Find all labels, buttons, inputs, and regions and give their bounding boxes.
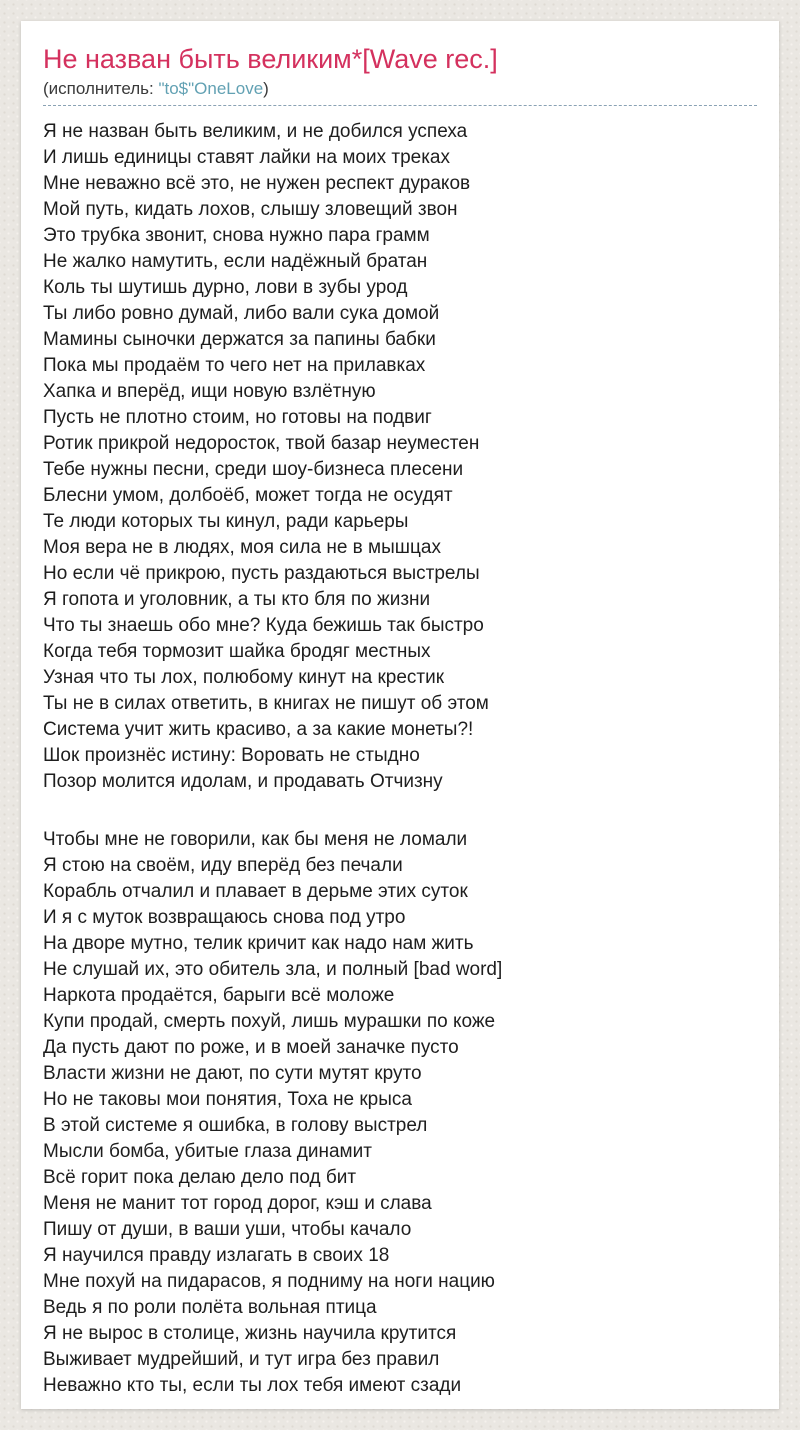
lyric-line: Те люди которых ты кинул, ради карьеры: [43, 511, 409, 532]
lyric-line: Но не таковы мои понятия, Тоха не крыса: [43, 1089, 412, 1110]
artist-label-suffix: ): [263, 79, 269, 98]
lyric-line: Мне неважно всё это, не нужен респект дураков: [43, 173, 471, 194]
lyric-line: Не жалко намутить, если надёжный братан: [43, 251, 428, 272]
lyric-line: Наркота продаётся, барыги всё моложе: [43, 985, 395, 1006]
lyric-line: Но если чё прикрою, пусть раздаються выстрелы: [43, 563, 480, 584]
lyric-line: Ты либо ровно думай, либо вали сука домой: [43, 303, 440, 324]
lyric-line: Неважно кто ты, если ты лох тебя имеют сзади: [43, 1375, 462, 1396]
artist-label-prefix: (исполнитель:: [43, 79, 159, 98]
lyrics-card: [21, 21, 779, 1409]
lyric-line: И лишь единицы ставят лайки на моих треках: [43, 147, 450, 168]
lyric-line: Тебе нужны песни, среди шоу-бизнеса плесени: [43, 459, 464, 480]
lyric-line: Пусть не плотно стоим, но готовы на подвиг: [43, 407, 432, 428]
lyric-line: И я с муток возвращаюсь снова под утро: [43, 907, 406, 928]
song-header: [43, 45, 757, 106]
lyric-line: Ты не в силах ответить, в книгах не пишут об этом: [43, 693, 489, 714]
lyric-line: Хапка и вперёд, ищи новую взлётную: [43, 381, 376, 402]
lyric-line: Я не вырос в столице, жизнь научила крутится: [43, 1323, 457, 1344]
lyric-line: Ведь я по роли полёта вольная птица: [43, 1297, 377, 1318]
lyric-line: Что ты знаешь обо мне? Куда бежишь так быстро: [43, 615, 484, 636]
lyric-line: Чтобы мне не говорили, как бы меня не ломали: [43, 829, 468, 850]
lyric-line: Когда тебя тормозит шайка бродяг местных: [43, 641, 431, 662]
lyrics-text: [43, 119, 757, 1399]
lyric-line: Узная что ты лох, полюбому кинут на крестик: [43, 667, 445, 688]
lyric-line: Система учит жить красиво, а за какие монеты?!: [43, 719, 474, 740]
lyric-line: Шок произнёс истину: Воровать не стыдно: [43, 745, 420, 766]
lyric-line: Корабль отчалил и плавает в дерьме этих суток: [43, 881, 468, 902]
lyric-line: Мысли бомба, убитые глаза динамит: [43, 1141, 372, 1162]
lyric-line: В этой системе я ошибка, в голову выстрел: [43, 1115, 428, 1136]
lyric-line: Коль ты шутишь дурно, лови в зубы урод: [43, 277, 408, 298]
lyric-line: Всё горит пока делаю дело под бит: [43, 1167, 357, 1188]
lyric-line: Купи продай, смерть похуй, лишь мурашки по коже: [43, 1011, 496, 1032]
lyric-line: Пока мы продаём то чего нет на прилавках: [43, 355, 426, 376]
lyric-line: Я гопота и уголовник, а ты кто бля по жизни: [43, 589, 431, 610]
lyric-line: Ротик прикрой недоросток, твой базар неуместен: [43, 433, 480, 454]
lyric-line: Да пусть дают по роже, и в моей заначке пусто: [43, 1037, 459, 1058]
lyric-line: Выживает мудрейший, и тут игра без правил: [43, 1349, 440, 1370]
lyric-line: Я стою на своём, иду вперёд без печали: [43, 855, 403, 876]
lyric-line: Это трубка звонит, снова нужно пара грамм: [43, 225, 430, 246]
lyric-line: На дворе мутно, телик кричит как надо нам жить: [43, 933, 474, 954]
artist-link[interactable]: "to$"OneLove: [158, 79, 264, 98]
lyric-line: Мой путь, кидать лохов, слышу зловещий звон: [43, 199, 458, 220]
lyric-line: Пишу от души, в ваши уши, чтобы качало: [43, 1219, 412, 1240]
lyric-line: Мне похуй на пидарасов, я подниму на ноги нацию: [43, 1271, 495, 1292]
stanza: [43, 119, 757, 795]
artist-line: [43, 79, 757, 98]
lyric-line: Позор молится идолам, и продавать Отчизну: [43, 771, 443, 792]
lyric-line: Власти жизни не дают, по сути мутят круто: [43, 1063, 422, 1084]
lyric-line: Я не назван быть великим, и не добился успеха: [43, 121, 468, 142]
song-title: Не назван быть великим*[Wave rec.]: [43, 44, 498, 74]
lyric-line: Моя вера не в людях, моя сила не в мышцах: [43, 537, 441, 558]
lyric-line: Меня не манит тот город дорог, кэш и слава: [43, 1193, 432, 1214]
lyric-line: Блесни умом, долбоёб, может тогда не осудят: [43, 485, 453, 506]
stanza: [43, 827, 757, 1399]
lyric-line: Я научился правду излагать в своих 18: [43, 1245, 390, 1266]
lyric-line: Мамины сыночки держатся за папины бабки: [43, 329, 436, 350]
lyric-line: Не слушай их, это обитель зла, и полный [bad word]: [43, 959, 503, 980]
